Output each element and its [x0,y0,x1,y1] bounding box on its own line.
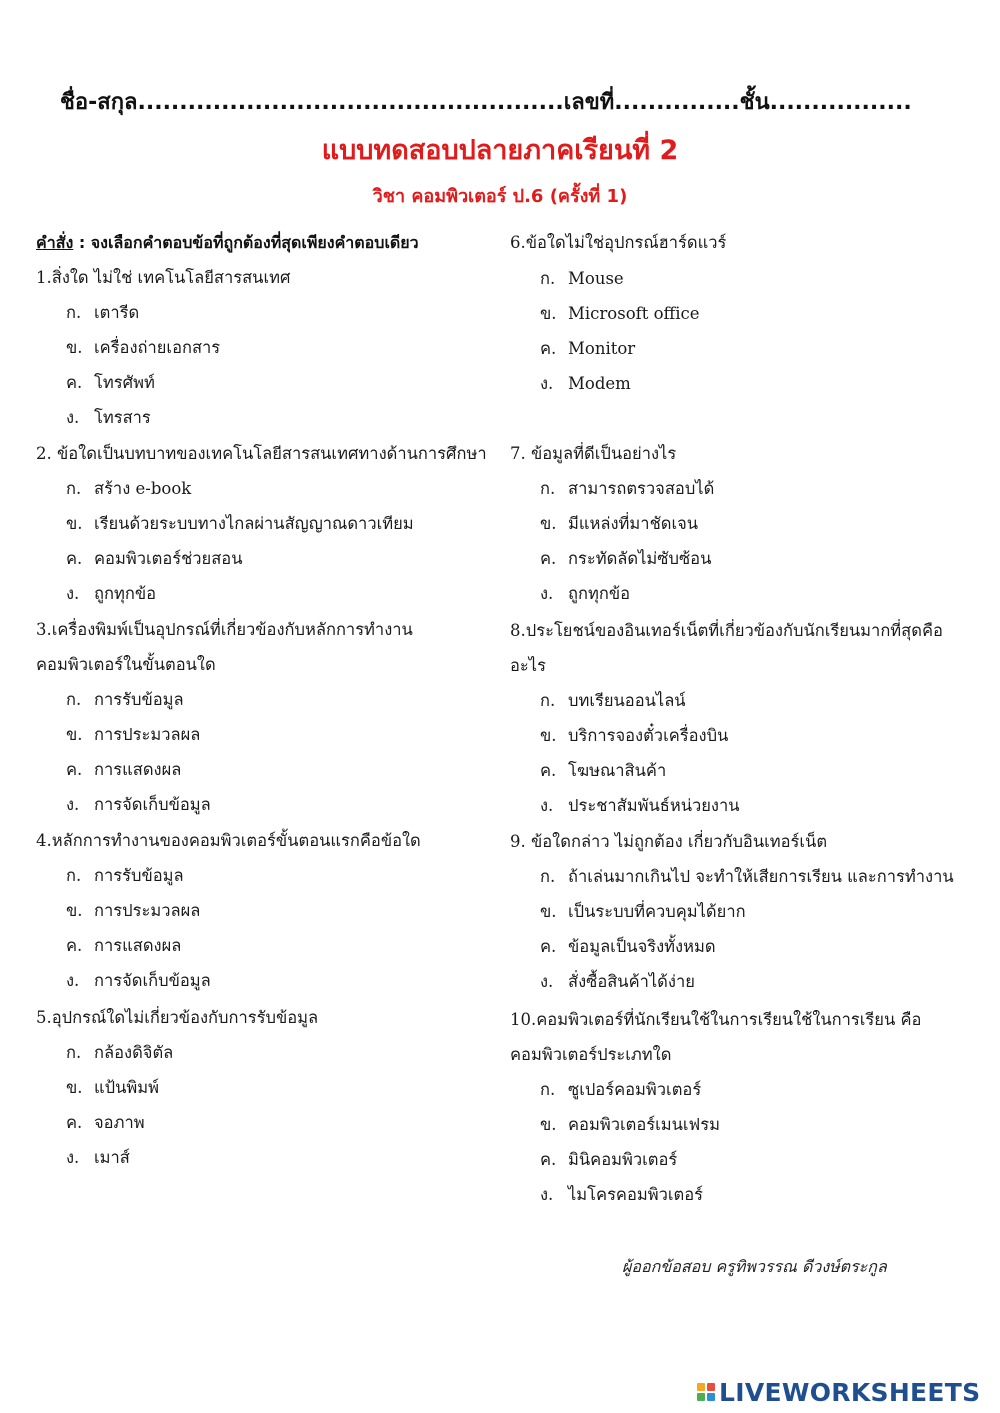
option-label: ข. [540,304,557,323]
question-5-text: 5.อุปกรณ์ใดไม่เกี่ยวข้องกับการรับข้อมูล [36,1008,319,1027]
option-label: ข. [540,726,557,745]
question-1-option-2[interactable] [66,337,220,359]
option-label: ก. [66,690,82,709]
option-label: ค. [540,937,557,956]
question-6-option-1[interactable] [540,268,624,290]
option-text: เตารีด [94,303,140,322]
option-label: ก. [66,303,82,322]
option-label: ก. [66,866,82,885]
question-5-option-4[interactable] [66,1147,130,1169]
question-7-option-2[interactable] [540,513,698,535]
question-8-option-2[interactable] [540,725,728,747]
question-2-option-2[interactable] [66,513,414,535]
question-5-option-2[interactable] [66,1077,159,1099]
question-9-option-1[interactable] [540,866,954,888]
option-label: ง. [66,408,80,427]
option-text: บริการจองตั๋วเครื่องบิน [568,726,729,745]
option-text: สั่งซื้อสินค้าได้ง่าย [568,972,695,991]
option-label: ก. [540,269,556,288]
option-text: ถ้าเล่นมากเกินไป จะทำให้เสียการเรียน และการทำงาน [568,867,954,886]
question-10-text: 10.คอมพิวเตอร์ที่นักเรียนใช้ในการเรียนใช้ในการเรียน คือ [510,1010,922,1029]
option-label: ค. [540,761,557,780]
option-label: ก. [66,479,82,498]
instruction [36,231,419,256]
question-1-option-4[interactable] [66,407,151,429]
option-text: เรียนด้วยระบบทางไกลผ่านสัญญาณดาวเทียม [94,514,414,533]
option-text: การจัดเก็บข้อมูล [94,971,211,990]
option-text: เมาส์ [94,1148,130,1167]
option-text: Mouse [568,269,624,288]
question-10-option-4[interactable] [540,1184,703,1206]
option-text: คอมพิวเตอร์เมนเฟรม [568,1115,720,1134]
option-label: ข. [540,1115,557,1134]
option-label: ก. [540,479,556,498]
question-9-option-4[interactable] [540,971,695,993]
question-6-text: 6.ข้อใดไม่ใช่อุปกรณ์ฮาร์ดแวร์ [510,233,727,252]
page-subtitle: วิชา คอมพิวเตอร์ ป.6 (ครั้งที่ 1) [372,186,628,207]
question-4-text: 4.หลักการทำงานของคอมพิวเตอร์ขั้นตอนแรกคือข้อใด [36,831,421,850]
option-label: ข. [66,901,83,920]
question-9-option-3[interactable] [540,936,716,958]
option-label: ก. [66,1043,82,1062]
question-3-option-1[interactable] [66,689,184,711]
question-2-option-3[interactable] [66,548,242,570]
question-5-option-1[interactable] [66,1042,173,1064]
option-label: ค. [66,760,83,779]
option-label: ข. [66,514,83,533]
question-8-option-3[interactable] [540,760,666,782]
option-label: ง. [540,972,554,991]
option-text: ไมโครคอมพิวเตอร์ [568,1185,704,1204]
option-text: มีแหล่งที่มาชัดเจน [568,514,699,533]
question-10-text-cont: คอมพิวเตอร์ประเภทใด [510,1045,672,1064]
question-4-option-2[interactable] [66,900,200,922]
option-text: ซูเปอร์คอมพิวเตอร์ [568,1080,702,1099]
option-label: ข. [540,902,557,921]
author-credit: ผู้ออกข้อสอบ ครูทิพวรรณ ดีวงษ์ตระกูล [622,1257,887,1276]
liveworksheets-logo [697,1378,980,1406]
option-label: ง. [540,374,554,393]
option-label: ง. [66,971,80,990]
question-10-option-1[interactable] [540,1079,701,1101]
option-text: สร้าง e-book [94,479,192,498]
option-text: บทเรียนออนไลน์ [568,691,686,710]
option-text: การแสดงผล [94,936,182,955]
question-4-option-3[interactable] [66,935,181,957]
option-text: แป้นพิมพ์ [94,1078,160,1097]
logo-mark-icon [697,1383,715,1401]
option-label: ง. [540,584,554,603]
question-8-option-4[interactable] [540,795,740,817]
option-text: ข้อมูลเป็นจริงทั้งหมด [568,937,716,956]
option-text: ประชาสัมพันธ์หน่วยงาน [568,796,740,815]
question-2-option-4[interactable] [66,583,156,605]
option-text: จอภาพ [94,1113,145,1132]
question-1-option-3[interactable] [66,372,155,394]
option-label: ค. [540,339,557,358]
question-7-text: 7. ข้อมูลที่ดีเป็นอย่างไร [510,444,677,463]
question-3-option-2[interactable] [66,724,200,746]
option-text: เป็นระบบที่ควบคุมได้ยาก [568,902,746,921]
question-3-text: 3.เครื่องพิมพ์เป็นอุปกรณ์ที่เกี่ยวข้องกับหลักการทำงาน [36,620,413,639]
question-6-option-4[interactable] [540,373,631,395]
option-text: โทรสาร [94,408,151,427]
option-text: การประมวลผล [94,725,201,744]
question-3-option-4[interactable] [66,794,211,816]
question-3-option-3[interactable] [66,759,181,781]
option-label: ข. [66,1078,83,1097]
question-1-text: 1.สิ่งใด ไม่ใช่ เทคโนโลยีสารสนเทศ [36,268,291,287]
question-8-option-1[interactable] [540,690,686,712]
option-text: เครื่องถ่ายเอกสาร [94,338,221,357]
option-text: การแสดงผล [94,760,182,779]
question-1-option-1[interactable] [66,302,139,324]
instruction-label: คำสั่ง [36,233,74,252]
option-label: ข. [66,338,83,357]
option-label: ง. [66,795,80,814]
option-label: ค. [66,549,83,568]
option-text: การจัดเก็บข้อมูล [94,795,211,814]
question-8-text: 8.ประโยชน์ของอินเทอร์เน็ตที่เกี่ยวข้องกับนักเรียนมากที่สุดคือ [510,621,943,640]
question-5-option-3[interactable] [66,1112,145,1134]
question-7-option-4[interactable] [540,583,630,605]
question-9-option-2[interactable] [540,901,746,923]
option-text: มินิคอมพิวเตอร์ [568,1150,678,1169]
option-label: ข. [66,725,83,744]
option-text: ถูกทุกข้อ [94,584,157,603]
option-label: ค. [66,936,83,955]
question-6-option-3[interactable] [540,338,635,360]
option-label: ข. [540,514,557,533]
option-label: ก. [540,867,556,886]
question-7-option-3[interactable] [540,548,711,570]
option-label: ค. [540,549,557,568]
page-title: แบบทดสอบปลายภาคเรียนที่ 2 [321,135,679,166]
question-9-text: 9. ข้อใดกล่าว ไม่ถูกต้อง เกี่ยวกับอินเทอร์เน็ต [510,832,828,851]
option-text: โทรศัพท์ [94,373,155,392]
option-label: ก. [540,691,556,710]
question-10-option-2[interactable] [540,1114,720,1136]
option-text: Monitor [568,339,636,358]
option-text: การรับข้อมูล [94,866,184,885]
option-label: ค. [540,1150,557,1169]
question-4-option-1[interactable] [66,865,184,887]
option-text: คอมพิวเตอร์ช่วยสอน [94,549,243,568]
question-2-option-1[interactable] [66,478,191,500]
name-class-line: ชื่อ-สกุล...................................................เลขที่...............ชั้น................. [60,90,912,115]
option-text: กระทัดลัดไม่ซับซ้อน [568,549,712,568]
option-text: โฆษณาสินค้า [568,761,667,780]
question-4-option-4[interactable] [66,970,211,992]
instruction-text: : จงเลือกคำตอบข้อที่ถูกต้องที่สุดเพียงคำตอบเดียว [73,233,419,252]
option-text: Microsoft office [568,304,700,323]
question-7-option-1[interactable] [540,478,714,500]
option-label: ค. [66,1113,83,1132]
option-label: ค. [66,373,83,392]
option-text: การรับข้อมูล [94,690,184,709]
question-10-option-3[interactable] [540,1149,677,1171]
option-text: กล้องดิจิตัล [94,1043,174,1062]
option-label: ง. [540,1185,554,1204]
option-text: การประมวลผล [94,901,201,920]
question-3-text-cont: คอมพิวเตอร์ในขั้นตอนใด [36,655,216,674]
question-2-text: 2. ข้อใดเป็นบทบาทของเทคโนโลยีสารสนเทศทางด้านการศึกษา [36,444,487,463]
option-label: ง. [540,796,554,815]
question-6-option-2[interactable] [540,303,700,325]
option-text: สามารถตรวจสอบได้ [568,479,715,498]
option-label: ง. [66,584,80,603]
option-label: ก. [540,1080,556,1099]
question-8-text-cont: อะไร [510,656,546,675]
logo-text: LIVEWORKSHEETS [719,1377,981,1407]
option-text: ถูกทุกข้อ [568,584,631,603]
option-label: ง. [66,1148,80,1167]
option-text: Modem [568,374,631,393]
